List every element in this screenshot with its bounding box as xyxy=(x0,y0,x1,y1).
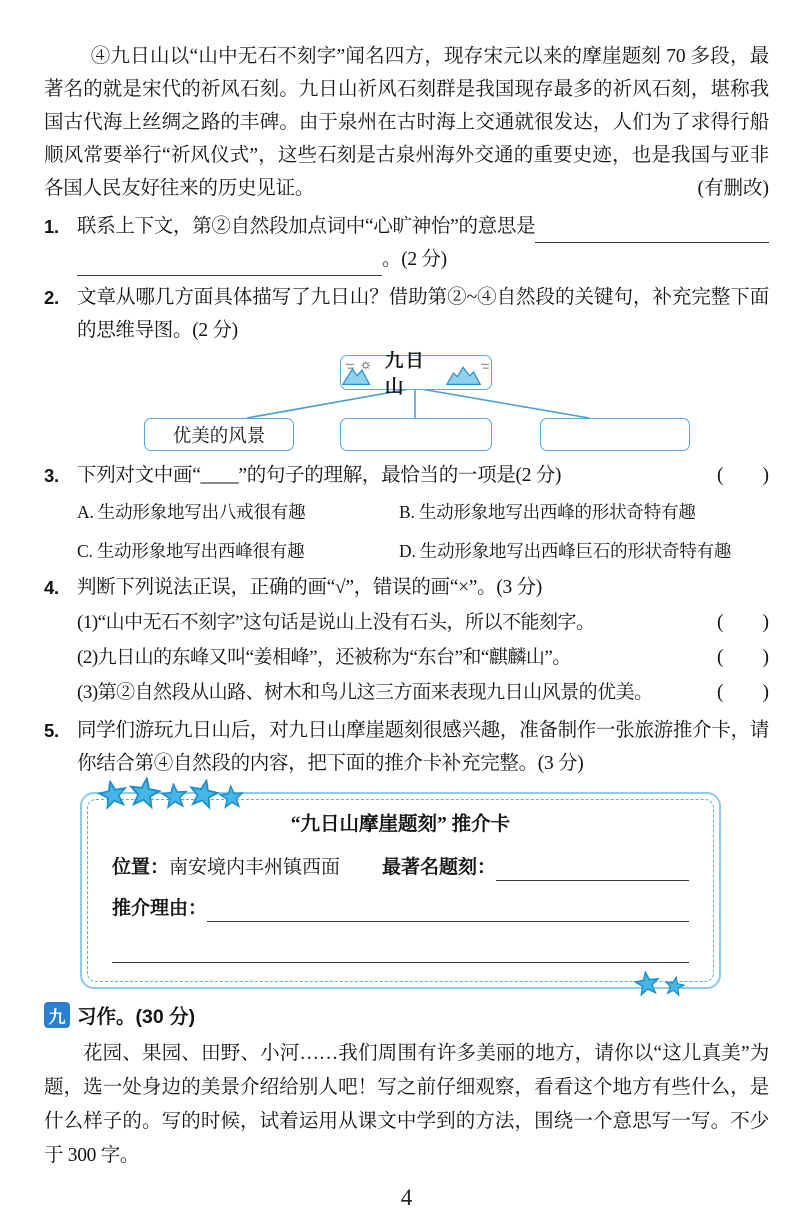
question-1-suffix: 。(2 分) xyxy=(382,249,447,270)
question-3-options xyxy=(77,498,769,566)
question-1-number: 1. xyxy=(44,216,59,237)
mindmap-node-empty-2[interactable] xyxy=(540,418,690,451)
card-reason-label: 推介理由： xyxy=(112,898,208,919)
statement-text: (1)“山中无石不刻字”这句话是说山上没有石头，所以不能刻字。 xyxy=(77,612,595,633)
section-9-header xyxy=(44,1001,769,1029)
essay-prompt: 花园、果园、田野、小河……我们周围有许多美丽的地方，请你以“这儿真美”为题，选一处身边的美景介绍给别人吧！写之前仔细观察，看看这个地方有些什么，是什么样子的。写的时候，试着运用从课文中学到的方法，围绕一个意思写一写。不少于 300 字。 xyxy=(44,1043,769,1166)
question-4-text: 判断下列说法正误，正确的画“√”，错误的画“×”。(3 分) xyxy=(77,577,542,598)
star-icon xyxy=(632,969,661,998)
section-number-badge: 九 xyxy=(44,1002,70,1028)
card-location-value: 南安境内丰州镇西面 xyxy=(169,857,341,878)
answer-blank-line[interactable] xyxy=(496,854,689,881)
answer-bracket[interactable]: ( ) xyxy=(717,647,769,668)
star-icon xyxy=(218,784,245,811)
statement-text: (2)九日山的东峰又叫“姜相峰”，还被称为“东台”和“麒麟山”。 xyxy=(77,647,571,668)
answer-blank-line[interactable] xyxy=(535,216,769,243)
question-2 xyxy=(44,281,769,347)
promo-card-body xyxy=(87,799,714,982)
question-3-number: 3. xyxy=(44,465,59,486)
star-icon xyxy=(185,776,222,813)
answer-blank-line[interactable] xyxy=(112,936,689,963)
section-title: 习作。(30 分) xyxy=(77,1006,196,1028)
mountain-icon xyxy=(445,359,491,386)
option-c[interactable]: C. 生动形象地写出西峰很有趣 xyxy=(77,541,305,561)
star-decoration-bottom xyxy=(634,971,685,997)
option-b[interactable]: B. 生动形象地写出西峰的形状奇特有趣 xyxy=(399,502,696,522)
star-icon xyxy=(160,782,189,811)
mindmap-root-label: 九日山 xyxy=(384,351,426,398)
mindmap-diagram xyxy=(84,351,749,451)
question-5-text: 同学们游玩九日山后，对九日山摩崖题刻很感兴趣，准备制作一张旅游推介卡，请你结合第④自然段的内容，把下面的推介卡补充完整。(3 分) xyxy=(77,720,769,774)
question-3 xyxy=(44,459,769,566)
passage-attribution: (有删改) xyxy=(697,178,769,199)
question-5 xyxy=(44,714,769,780)
question-3-text: 下列对文中画“____”的句子的理解，最恰当的一项是(2 分) xyxy=(77,465,562,486)
star-icon xyxy=(662,974,686,998)
star-decoration-top xyxy=(98,777,244,810)
answer-blank-line[interactable] xyxy=(207,895,689,922)
answer-blank-line[interactable] xyxy=(77,249,382,276)
star-icon xyxy=(95,777,131,813)
card-title: “九日山摩崖题刻” 推介卡 xyxy=(290,814,511,835)
question-4 xyxy=(44,571,769,709)
option-a[interactable]: A. 生动形象地写出八戒很有趣 xyxy=(77,502,306,522)
question-4-item-3 xyxy=(77,676,769,709)
mindmap-node-scenery xyxy=(144,418,294,451)
answer-bracket[interactable]: ( ) xyxy=(717,612,769,633)
question-2-number: 2. xyxy=(44,287,59,308)
mindmap-node-empty-1[interactable] xyxy=(340,418,492,451)
page-number: 4 xyxy=(400,1185,413,1210)
mindmap-root-node xyxy=(340,351,492,398)
statement-text: (3)第②自然段从山路、树木和鸟儿这三方面来表现九日山风景的优美。 xyxy=(77,682,653,703)
question-2-text: 文章从哪几方面具体描写了九日山？借助第②~④自然段的关键句，补充完整下面的思维导图。(2 分) xyxy=(77,287,769,341)
answer-bracket[interactable]: ( ) xyxy=(717,465,769,486)
mountain-sun-icon xyxy=(341,359,383,386)
answer-bracket[interactable]: ( ) xyxy=(717,682,769,703)
passage-paragraph-4: ④九日山以“山中无石不刻字”闻名四方，现存宋元以来的摩崖题刻 70 多段，最著名的就是宋代的祈风石刻。九日山祈风石刻群是我国现存最多的祈风石刻，堪称我国古代海上丝绸之路的丰碑。由于泉州在古时海上交通就很发达，人们为了求得行船顺风常要举行“祈风仪式”，这些石刻是古泉州海外交通的重要史迹，也是我国与亚非各国人民友好往来的历史见证。 xyxy=(44,46,769,199)
promo-card xyxy=(80,792,721,989)
question-1 xyxy=(44,210,769,276)
card-location-label: 位置： xyxy=(112,857,170,878)
question-4-number: 4. xyxy=(44,577,59,598)
option-d[interactable]: D. 生动形象地写出西峰巨石的形状奇特有趣 xyxy=(399,541,732,561)
card-famous-label: 最著名题刻： xyxy=(382,857,497,878)
question-4-item-1 xyxy=(77,606,769,639)
star-icon xyxy=(126,775,164,813)
question-4-item-2 xyxy=(77,641,769,674)
mindmap-node-label: 优美的风景 xyxy=(172,426,266,447)
question-1-text: 联系上下文，第②自然段加点词中“心旷神怡”的意思是 xyxy=(77,216,536,237)
question-5-number: 5. xyxy=(44,720,59,741)
